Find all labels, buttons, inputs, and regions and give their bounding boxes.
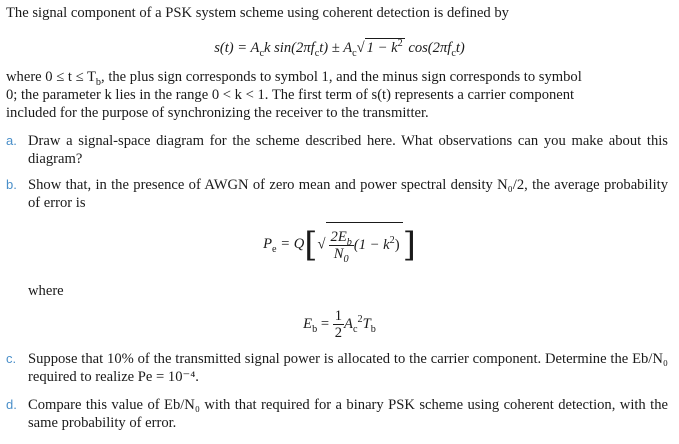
eq1-close1: t) ± A	[319, 40, 353, 56]
eq2-eq: = Q	[276, 236, 305, 252]
bit-energy-equation	[0, 304, 679, 344]
eq3-fraction	[333, 308, 344, 341]
eq2-num	[329, 229, 354, 249]
eq1-sub-c3: c	[352, 47, 357, 59]
question-b-text: Show that, in the presence of AWGN of zero mean and power spectral density N₀/2, the average probability of error is	[28, 177, 668, 211]
eq3-den: 2	[334, 325, 343, 342]
eq2-den	[329, 246, 354, 266]
para-line-3: included for the purpose of synchronizing the receiver to the transmitter.	[6, 105, 429, 121]
para-sub-b: b	[95, 76, 102, 88]
eq3-eq: =	[317, 316, 333, 332]
question-c-text: Suppose that 10% of the transmitted signal power is allocated to the carrier component. Determine the Eb/N₀ required to realize Pe = 10⁻⁴.	[28, 351, 668, 385]
question-b-letter: b.	[6, 177, 17, 192]
eq2-factor-sup: 2	[389, 235, 395, 247]
question-d-letter: d.	[6, 397, 17, 412]
eq3-lhs: E	[303, 316, 313, 332]
left-bracket-icon: [	[304, 224, 318, 265]
signal-equation	[0, 38, 679, 57]
eq2-sqrt-body	[326, 222, 403, 267]
eq3-rhs-sub: c	[352, 323, 358, 335]
eq2-lhs-sub: e	[272, 243, 277, 255]
question-c	[6, 350, 668, 386]
eq2-den-sub: 0	[343, 254, 349, 266]
eq3-rhs-sup: 2	[357, 314, 363, 326]
eq1-sup2: 2	[397, 38, 403, 50]
question-b	[6, 176, 668, 212]
eq2-num-sub: b	[346, 237, 352, 249]
para-line-1	[6, 68, 582, 86]
eq2-fraction	[329, 229, 354, 266]
eq2-factor-close: )	[394, 237, 400, 254]
sqrt-symbol: √	[356, 40, 365, 56]
eq1-sqrt: 1 − k	[366, 40, 398, 56]
eq1-sub-c: c	[259, 47, 264, 59]
eq3-rhs2-sub: b	[370, 323, 376, 335]
error-probability-equation	[0, 222, 679, 266]
eq1-k-sin: k sin(2πf	[264, 40, 315, 56]
eq3-rhs2: T	[362, 316, 371, 332]
eq3-rhs: A	[344, 316, 353, 332]
eq1-sub-c4: c	[451, 47, 456, 59]
question-c-letter: c.	[6, 351, 17, 366]
eq2-den-text: N	[333, 246, 344, 263]
right-bracket-icon: ]	[402, 224, 416, 265]
eq1-close2: t)	[455, 40, 465, 56]
intro-line-1: The signal component of a PSK system scheme using coherent detection is defined by	[6, 5, 509, 21]
where-label: where	[28, 283, 64, 299]
eq2-factor: (1 − k	[353, 237, 390, 254]
eq2-num-text: 2E	[330, 229, 347, 246]
question-a	[6, 132, 668, 168]
question-d-text: Compare this value of Eb/N₀ with that required for a binary PSK scheme using coherent detection, with the same probability of error.	[28, 397, 668, 431]
eq3-num: 1	[334, 308, 343, 325]
eq2-lhs: P	[263, 236, 273, 252]
eq1-sqrt-body	[365, 38, 405, 57]
eq3-lhs-sub: b	[312, 323, 318, 335]
eq1-sub-c2: c	[314, 47, 320, 59]
sqrt-symbol-2: √	[317, 236, 326, 253]
question-a-text: Draw a signal-space diagram for the scheme described here. What observations can you make about this diagram?	[28, 133, 668, 167]
para-line1-start: where 0 ≤ t ≤ T	[6, 69, 96, 85]
question-d	[6, 396, 668, 432]
question-a-letter: a.	[6, 133, 17, 148]
eq1-lhs: s(t) = A	[214, 40, 260, 56]
para-line1-rest: , the plus sign corresponds to symbol 1, and the minus sign corresponds to symbol	[101, 69, 582, 85]
eq1-cos: cos(2πf	[404, 40, 452, 56]
para-line-2: 0; the parameter k lies in the range 0 < k < 1. The first term of s(t) represents a carrier component	[6, 87, 575, 103]
